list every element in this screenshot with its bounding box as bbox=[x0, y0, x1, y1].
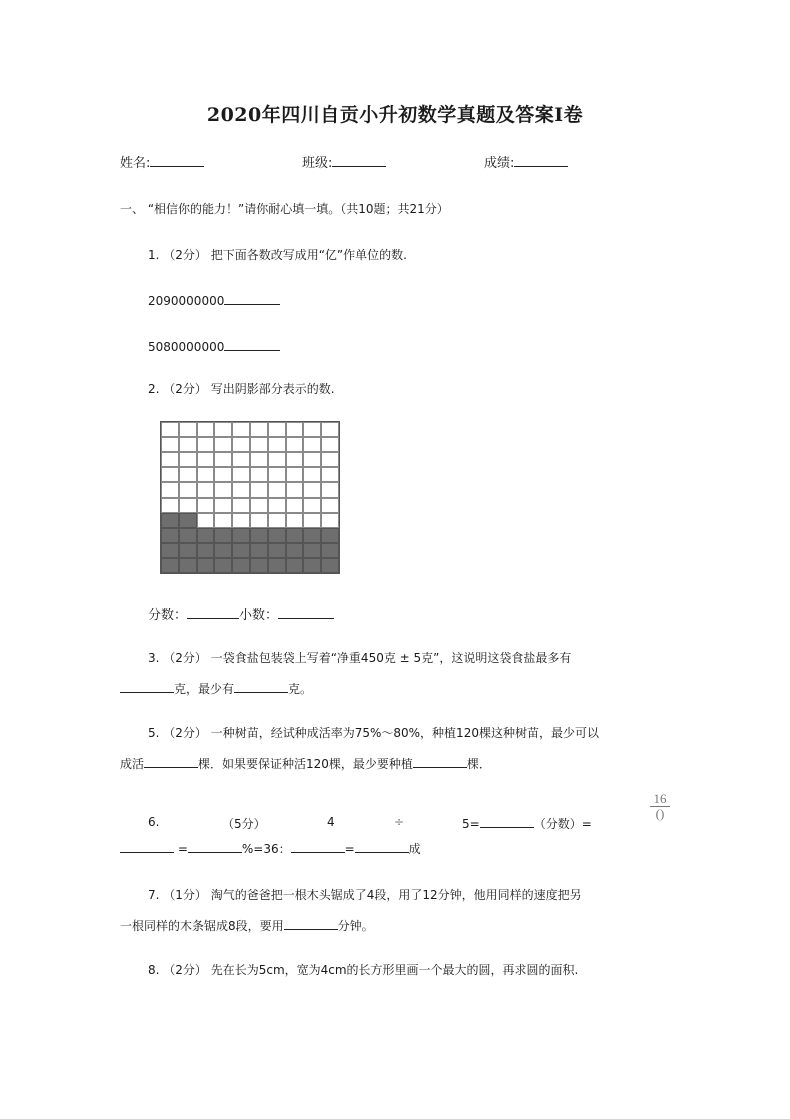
grid-cell bbox=[214, 482, 232, 497]
grid-cell-shaded bbox=[286, 528, 304, 543]
grid-cell-shaded bbox=[232, 528, 250, 543]
q6-cheng: 成 bbox=[408, 842, 421, 856]
grid-cell bbox=[321, 498, 339, 513]
grid-cell bbox=[197, 437, 215, 452]
grid-cell bbox=[232, 498, 250, 513]
grid-cell bbox=[197, 482, 215, 497]
grid-cell bbox=[286, 437, 304, 452]
grid-cell-shaded bbox=[179, 528, 197, 543]
grid-cell bbox=[303, 482, 321, 497]
q1-prompt: 1. （2分） 把下面各数改写成用“亿”作单位的数. bbox=[148, 248, 407, 262]
grid-cell bbox=[321, 422, 339, 437]
q7-start: 一根同样的木条锯成8段，要用 bbox=[120, 919, 284, 933]
grid-cell bbox=[303, 452, 321, 467]
grid-cell bbox=[303, 498, 321, 513]
class-label: 班级: bbox=[302, 156, 333, 171]
grid-cell-shaded bbox=[268, 543, 286, 558]
grid-cell-shaded bbox=[161, 528, 179, 543]
name-label: 姓名: bbox=[120, 156, 151, 171]
grid-cell bbox=[197, 513, 215, 528]
grid-cell bbox=[250, 482, 268, 497]
grid-cell bbox=[232, 437, 250, 452]
grid-cell bbox=[232, 467, 250, 482]
grid-cell-shaded bbox=[321, 558, 339, 573]
grid-cell bbox=[179, 437, 197, 452]
page-title: 2020年四川自贡小升初数学真题及答案Ⅰ卷 bbox=[206, 104, 584, 126]
grid-cell-shaded bbox=[214, 543, 232, 558]
q6-blank-5[interactable] bbox=[355, 840, 409, 853]
q6-four: 4 bbox=[327, 815, 335, 829]
grid-cell bbox=[303, 437, 321, 452]
hundred-grid bbox=[160, 421, 340, 574]
grid-cell bbox=[197, 467, 215, 482]
grid-cell bbox=[214, 437, 232, 452]
grid-cell bbox=[268, 513, 286, 528]
q8-prompt: 8. （2分） 先在长为5cm，宽为4cm的长方形里画一个最大的圆，再求圆的面积. bbox=[148, 963, 579, 977]
grid-cell bbox=[303, 513, 321, 528]
q6-five-eq bbox=[462, 815, 592, 832]
grid-cell bbox=[303, 422, 321, 437]
grid-cell-shaded bbox=[197, 528, 215, 543]
grid-cell bbox=[214, 498, 232, 513]
grid-cell bbox=[179, 452, 197, 467]
q3-line1: 3. （2分） 一袋食盐包装袋上写着“净重450克 ± 5克”，这说明这袋食盐最多有 bbox=[148, 651, 572, 665]
grid-cell bbox=[214, 467, 232, 482]
grid-cell-shaded bbox=[250, 528, 268, 543]
grid-cell-shaded bbox=[179, 513, 197, 528]
grid-cell-shaded bbox=[197, 543, 215, 558]
grid-cell bbox=[321, 513, 339, 528]
grid-cell bbox=[232, 482, 250, 497]
grid-cell bbox=[268, 498, 286, 513]
grid-cell-shaded bbox=[303, 558, 321, 573]
q3-max-blank[interactable] bbox=[120, 680, 174, 693]
q5-min-blank[interactable] bbox=[144, 755, 198, 768]
grid-cell-shaded bbox=[161, 558, 179, 573]
grid-cell bbox=[197, 422, 215, 437]
q6-line2 bbox=[120, 840, 421, 857]
grid-cell-shaded bbox=[268, 528, 286, 543]
q7-line1: 7. （1分） 淘气的爸爸把一根木头锯成了4段，用了12分钟，他用同样的速度把另 bbox=[148, 888, 582, 902]
grid-cell bbox=[286, 452, 304, 467]
q7-blank[interactable] bbox=[284, 917, 338, 930]
q5-line2 bbox=[120, 755, 491, 772]
grid-cell bbox=[286, 422, 304, 437]
q3-min-blank[interactable] bbox=[234, 680, 288, 693]
grid-cell-shaded bbox=[179, 543, 197, 558]
grid-cell bbox=[161, 467, 179, 482]
grid-cell-shaded bbox=[214, 558, 232, 573]
grid-cell-shaded bbox=[303, 543, 321, 558]
grid-cell bbox=[250, 422, 268, 437]
q6-blank-2[interactable] bbox=[120, 840, 174, 853]
grid-cell bbox=[321, 437, 339, 452]
q6-blank-1[interactable] bbox=[480, 815, 534, 828]
q1-item1-blank[interactable] bbox=[224, 292, 280, 305]
grid-cell bbox=[179, 467, 197, 482]
grid-cell-shaded bbox=[161, 513, 179, 528]
q6-blank-4[interactable] bbox=[291, 840, 345, 853]
q6-fraction-denominator: () bbox=[655, 806, 665, 821]
grid-cell bbox=[161, 422, 179, 437]
fraction-label: 分数： bbox=[148, 608, 188, 623]
grid-cell-shaded bbox=[286, 558, 304, 573]
grid-cell bbox=[250, 467, 268, 482]
grid-cell bbox=[232, 422, 250, 437]
grid-cell bbox=[286, 513, 304, 528]
grid-cell bbox=[214, 513, 232, 528]
name-blank[interactable] bbox=[150, 154, 204, 167]
q5-start: 成活 bbox=[120, 757, 145, 771]
grid-cell bbox=[286, 498, 304, 513]
q6-paren: （分数）= bbox=[533, 817, 592, 831]
grid-cell bbox=[303, 467, 321, 482]
grid-cell bbox=[268, 437, 286, 452]
grid-cell bbox=[161, 498, 179, 513]
grid-cell-shaded bbox=[250, 558, 268, 573]
q6-eq: = bbox=[174, 842, 188, 856]
grid-cell bbox=[214, 452, 232, 467]
grid-cell bbox=[268, 482, 286, 497]
decimal-label: 小数： bbox=[239, 608, 279, 623]
q6-pct: %=36： bbox=[241, 842, 291, 856]
grid-cell bbox=[232, 513, 250, 528]
q6-points: （5分） bbox=[222, 817, 266, 831]
grid-cell bbox=[179, 498, 197, 513]
q2-prompt: 2. （2分） 写出阴影部分表示的数. bbox=[148, 382, 335, 396]
grid-cell bbox=[268, 452, 286, 467]
divide-icon: ÷ bbox=[394, 815, 405, 829]
grid-cell bbox=[250, 498, 268, 513]
grid-cell-shaded bbox=[321, 543, 339, 558]
grid-cell-shaded bbox=[286, 543, 304, 558]
q1-item2 bbox=[148, 338, 280, 354]
class-field bbox=[302, 152, 386, 171]
grid-cell-shaded bbox=[303, 528, 321, 543]
grid-cell-shaded bbox=[161, 543, 179, 558]
q7-line2 bbox=[120, 917, 374, 934]
q3-end: 克。 bbox=[288, 682, 313, 696]
grid-cell bbox=[179, 422, 197, 437]
class-blank[interactable] bbox=[332, 154, 386, 167]
name-field bbox=[120, 152, 204, 171]
q6-number: 6. bbox=[148, 815, 160, 829]
fraction-blank[interactable] bbox=[187, 606, 239, 619]
score-blank[interactable] bbox=[514, 154, 568, 167]
grid-cell bbox=[250, 513, 268, 528]
q1-item2-blank[interactable] bbox=[224, 338, 280, 351]
q1-item2-number: 5080000000 bbox=[148, 340, 225, 354]
grid-cell bbox=[161, 482, 179, 497]
q5-plant-blank[interactable] bbox=[413, 755, 467, 768]
section-heading: 一、 “相信你的能力！”请你耐心填一填。（共10题；共21分） bbox=[120, 202, 449, 216]
grid-cell bbox=[286, 467, 304, 482]
grid-cell bbox=[214, 422, 232, 437]
grid-cell bbox=[250, 452, 268, 467]
grid-cell-shaded bbox=[179, 558, 197, 573]
q5-line1: 5. （2分） 一种树苗，经试种成活率为75%～80%，种植120棵这种树苗，最少可以 bbox=[148, 726, 599, 740]
grid-cell bbox=[161, 437, 179, 452]
grid-cell bbox=[268, 467, 286, 482]
q1-item1 bbox=[148, 292, 280, 308]
grid-cell bbox=[268, 422, 286, 437]
grid-cell-shaded bbox=[268, 558, 286, 573]
q2-answers bbox=[148, 604, 334, 623]
grid-cell-shaded bbox=[214, 528, 232, 543]
grid-cell bbox=[250, 437, 268, 452]
grid-cell-shaded bbox=[232, 543, 250, 558]
decimal-blank[interactable] bbox=[278, 606, 334, 619]
grid-cell bbox=[321, 467, 339, 482]
q6-fraction-numerator: 16 bbox=[650, 792, 670, 807]
grid-cell bbox=[197, 498, 215, 513]
q6-eq2: = bbox=[344, 842, 355, 856]
grid-cell bbox=[286, 482, 304, 497]
grid-cell-shaded bbox=[321, 528, 339, 543]
q5-mid: 棵．如果要保证种活120棵，最少要种植 bbox=[198, 757, 413, 771]
score-label: 成绩: bbox=[484, 156, 515, 171]
q6-fraction bbox=[650, 792, 670, 821]
q3-mid: 克，最少有 bbox=[174, 682, 235, 696]
grid-cell-shaded bbox=[250, 543, 268, 558]
grid-cell bbox=[321, 482, 339, 497]
grid-cell bbox=[179, 482, 197, 497]
q7-end: 分钟。 bbox=[337, 919, 374, 933]
grid-cell bbox=[161, 452, 179, 467]
q6-five-eq-text: 5= bbox=[462, 817, 480, 831]
q3-line2 bbox=[120, 680, 312, 697]
grid-cell bbox=[321, 452, 339, 467]
q5-end: 棵． bbox=[466, 757, 491, 771]
grid-cell-shaded bbox=[197, 558, 215, 573]
grid-cell bbox=[197, 452, 215, 467]
q1-item1-number: 2090000000 bbox=[148, 294, 225, 308]
score-field bbox=[484, 152, 568, 171]
grid-cell-shaded bbox=[232, 558, 250, 573]
grid-cell bbox=[232, 452, 250, 467]
q6-blank-3[interactable] bbox=[188, 840, 242, 853]
